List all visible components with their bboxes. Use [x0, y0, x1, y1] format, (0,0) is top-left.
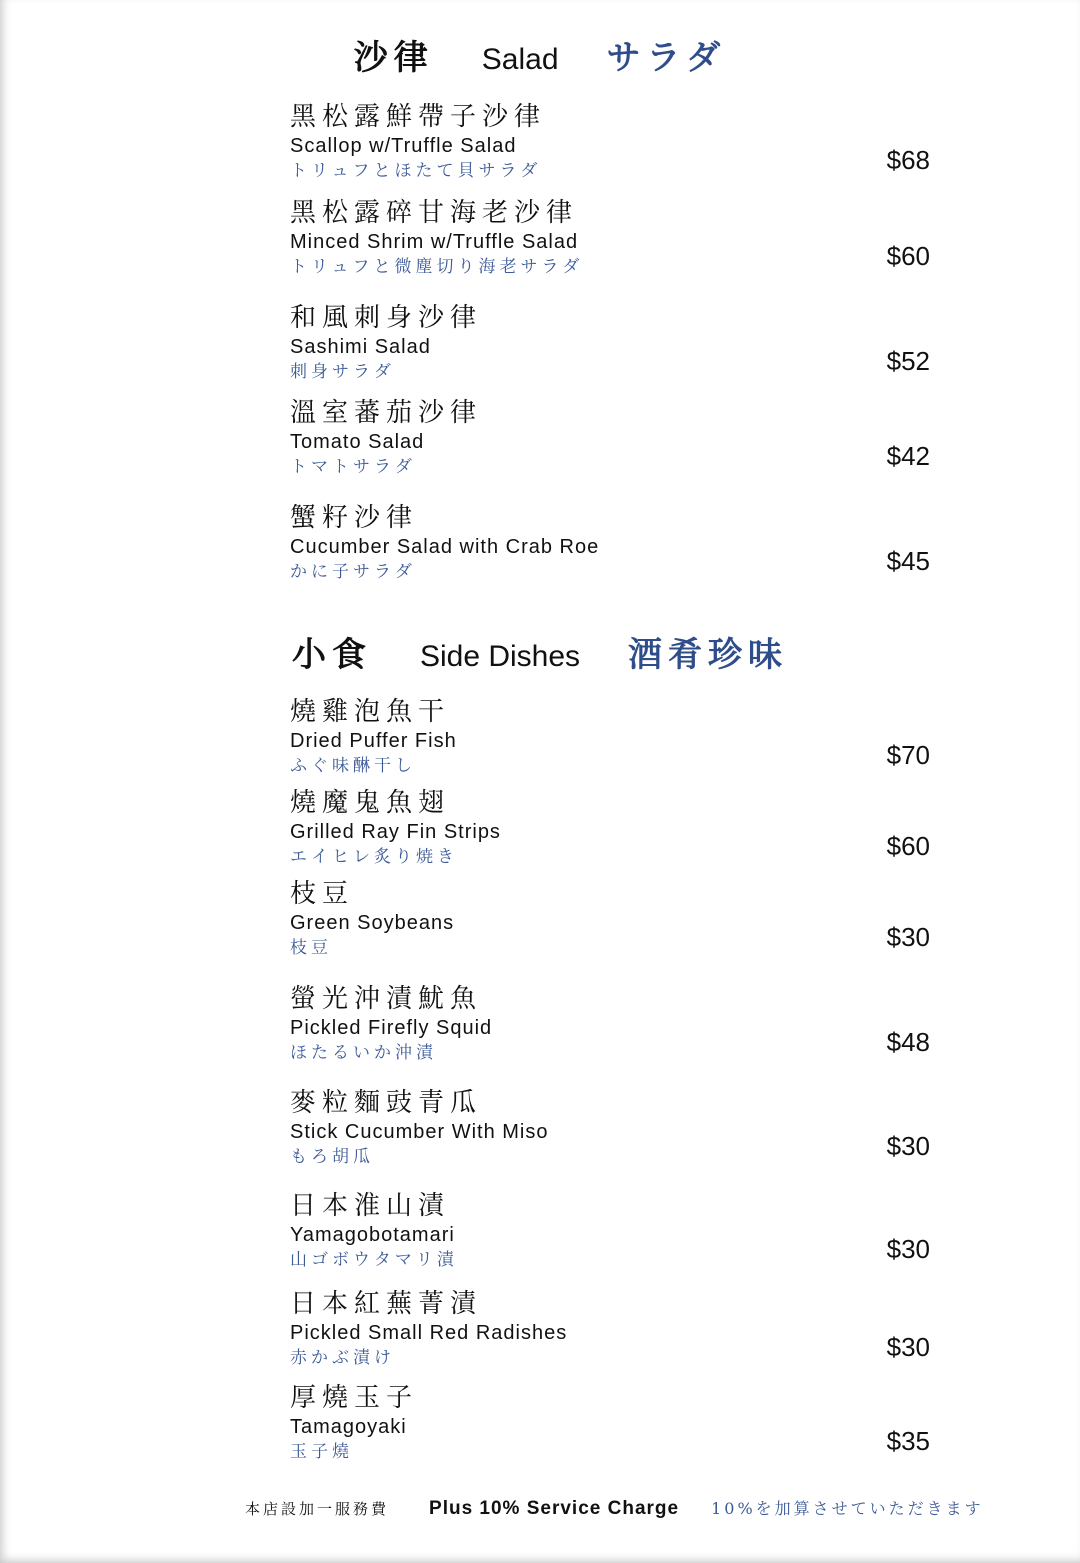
section-title-en: Side Dishes — [419, 640, 581, 673]
item-price: $60 — [886, 831, 930, 861]
item-name-ja: 枝豆 — [290, 938, 332, 958]
item-name-en: Grilled Ray Fin Strips — [290, 821, 501, 843]
item-name-en: Tomato Salad — [290, 431, 425, 453]
item-name-zh: 螢光沖漬魷魚 — [290, 984, 483, 1014]
item-name-en: Stick Cucumber With Miso — [290, 1121, 549, 1143]
item-name-ja: 赤かぶ漬け — [290, 1348, 395, 1368]
service-charge-zh: 本店設加一服務費 — [245, 1500, 390, 1518]
item-name-zh: 蟹籽沙律 — [290, 503, 419, 533]
item-price: $52 — [886, 346, 930, 376]
item-name-ja: ふぐ味醂干し — [290, 756, 416, 776]
item-name-zh: 燒魔鬼魚翅 — [290, 788, 451, 818]
item-name-en: Pickled Small Red Radishes — [290, 1322, 568, 1344]
item-name-en: Yamagobotamari — [290, 1224, 455, 1246]
item-name-zh: 黑松露鮮帶子沙律 — [290, 102, 547, 132]
item-name-en: Pickled Firefly Squid — [290, 1017, 493, 1039]
item-name-ja: もろ胡瓜 — [290, 1147, 374, 1167]
section-title-side-dishes — [0, 627, 1080, 676]
menu-item — [290, 101, 930, 183]
menu-item — [290, 1087, 930, 1169]
item-name-en: Tamagoyaki — [290, 1416, 407, 1438]
item-price: $30 — [886, 922, 930, 952]
menu-item — [290, 696, 930, 778]
menu-item — [290, 1382, 930, 1464]
item-name-en: Green Soybeans — [290, 912, 455, 934]
menu-item — [290, 983, 930, 1065]
item-price: $60 — [886, 241, 930, 271]
menu-item — [290, 502, 930, 584]
service-charge-en: Plus 10% Service Charge — [429, 1498, 680, 1519]
menu-item — [290, 1190, 930, 1272]
item-name-ja: エイヒレ炙り焼き — [290, 847, 458, 867]
service-charge-ja: 10%を加算させていただきます — [711, 1499, 984, 1518]
menu-item — [290, 878, 930, 960]
item-name-ja: トマトサラダ — [290, 457, 416, 477]
section-title-zh: 小食 — [291, 635, 372, 675]
menu-item — [290, 787, 930, 869]
item-name-zh: 溫室蕃茄沙律 — [290, 398, 483, 428]
item-name-zh: 黑松露碎甘海老沙律 — [290, 198, 579, 228]
section-title-ja: サラダ — [606, 38, 727, 78]
item-name-zh: 日本淮山漬 — [290, 1191, 451, 1221]
item-name-ja: 刺身サラダ — [290, 362, 395, 382]
item-price: $45 — [886, 546, 930, 576]
item-name-en: Scallop w/Truffle Salad — [290, 135, 517, 157]
section-title-en: Salad — [481, 43, 559, 76]
item-name-zh: 和風刺身沙律 — [290, 303, 483, 333]
item-name-zh: 燒雞泡魚干 — [290, 697, 451, 727]
item-price: $30 — [886, 1131, 930, 1161]
item-price: $48 — [886, 1027, 930, 1057]
menu-item — [290, 197, 930, 279]
item-name-zh: 日本紅蕪菁漬 — [290, 1289, 483, 1319]
item-name-ja: トリュフとほたて貝サラダ — [290, 161, 542, 181]
item-name-en: Cucumber Salad with Crab Roe — [290, 536, 600, 558]
menu-item — [290, 302, 930, 384]
item-name-zh: 麥粒麵豉青瓜 — [290, 1088, 483, 1118]
item-price: $70 — [886, 740, 930, 770]
item-name-en: Sashimi Salad — [290, 336, 431, 358]
item-name-ja: トリュフと微塵切り海老サラダ — [290, 257, 584, 277]
item-name-en: Dried Puffer Fish — [290, 730, 457, 752]
item-name-en: Minced Shrim w/Truffle Salad — [290, 231, 579, 253]
menu-item — [290, 397, 930, 479]
section-title-zh: 沙律 — [353, 38, 434, 78]
item-name-zh: 厚燒玉子 — [290, 1383, 419, 1413]
item-name-ja: ほたるいか沖漬 — [290, 1043, 437, 1063]
menu-item — [290, 1288, 930, 1370]
item-price: $35 — [886, 1426, 930, 1456]
item-price: $42 — [886, 441, 930, 471]
item-name-ja: 山ゴボウタマリ漬 — [290, 1250, 458, 1270]
item-price: $30 — [886, 1332, 930, 1362]
item-price: $68 — [886, 145, 930, 175]
item-name-zh: 枝豆 — [290, 879, 355, 909]
section-title-ja: 酒肴珍味 — [628, 635, 789, 675]
service-charge-note — [245, 1496, 1005, 1520]
section-title-salad — [0, 30, 1080, 79]
item-price: $30 — [886, 1234, 930, 1264]
item-name-ja: 玉子燒 — [290, 1442, 353, 1462]
item-name-ja: かに子サラダ — [290, 562, 416, 582]
